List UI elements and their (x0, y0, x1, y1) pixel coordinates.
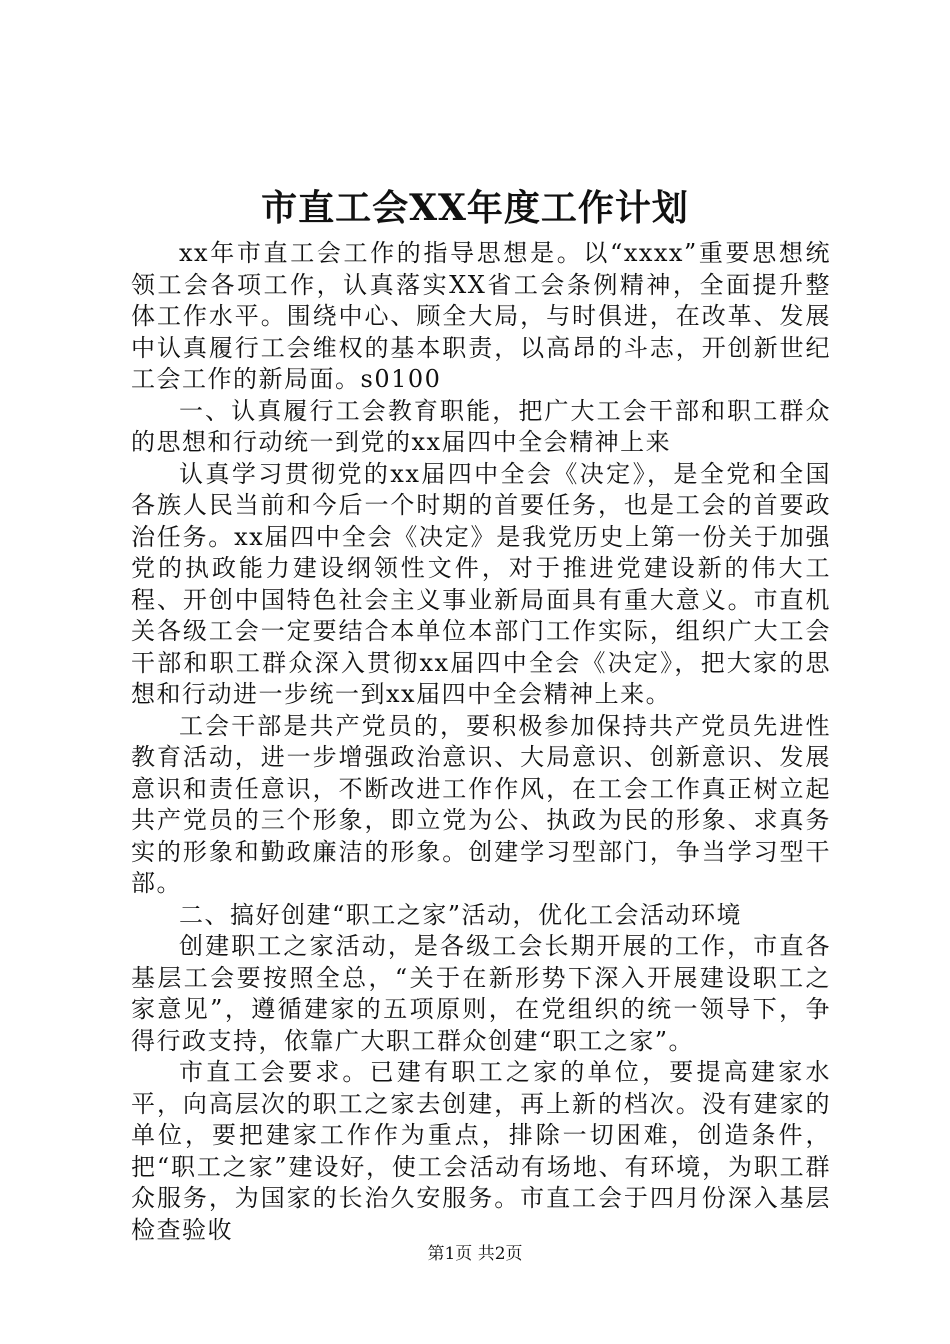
paragraph-study-decision: 认真学习贯彻党的xx届四中全会《决定》，是全党和全国各族人民当前和今后一个时期的首要任务，也是工会的首要政治任务。xx届四中全会《决定》是我党历史上第一份关于加强党的执政能力建设纲领性文件，对于推进党建设新的伟大工程、开创中国特色社会主义事业新局面具有重大意义。市直机关各级工会一定要结合本单位本部门工作实际，组织广大工会干部和职工群众深入贯彻xx届四中全会《决定》，把大家的思想和行动进一步统一到xx届四中全会精神上来。 (131, 459, 831, 708)
document-title: 市直工会XX年度工作计划 (261, 187, 689, 229)
paragraph-union-requirements: 市直工会要求。已建有职工之家的单位，要提高建家水平，向高层次的职工之家去创建，再上新的档次。没有建家的单位，要把建家工作作为重点，排除一切困难，创造条件，把“职工之家”建设好，使工会活动有场地、有环境，为职工群众服务，为国家的长治久安服务。市直工会于四月份深入基层检查验收 (131, 1058, 831, 1244)
paragraph-guiding-thought: xx年市直工会工作的指导思想是。以“xxxx”重要思想统领工会各项工作，认真落实XX省工会条例精神，全面提升整体工作水平。围绕中心、顾全大局，与时俱进，在改革、发展中认真履行工会维权的基本职责，以高昂的斗志，开创新世纪工会工作的新局面。s0100 (131, 239, 831, 393)
heading-section-one: 一、认真履行工会教育职能，把广大工会干部和职工群众的思想和行动统一到党的xx届四中全会精神上来 (131, 396, 831, 456)
heading-section-two: 二、搞好创建“职工之家”活动，优化工会活动环境 (179, 900, 743, 929)
page-footer: 第1页 共2页 (427, 1244, 523, 1264)
document-body (131, 238, 831, 1246)
paragraph-workers-home: 创建职工之家活动，是各级工会长期开展的工作，市直各基层工会要按照全总，“关于在新形势下深入开展建设职工之家意见”，遵循建家的五项原则，在党组织的统一领导下，争得行政支持，依靠广大职工群众创建“职工之家”。 (131, 932, 831, 1055)
paragraph-cadre-education: 工会干部是共产党员的，要积极参加保持共产党员先进性教育活动，进一步增强政治意识、大局意识、创新意识、发展意识和责任意识，不断改进工作作风，在工会工作真正树立起共产党员的三个形象，即立党为公、执政为民的形象、求真务实的形象和勤政廉洁的形象。创建学习型部门，争当学习型干部。 (131, 711, 831, 897)
